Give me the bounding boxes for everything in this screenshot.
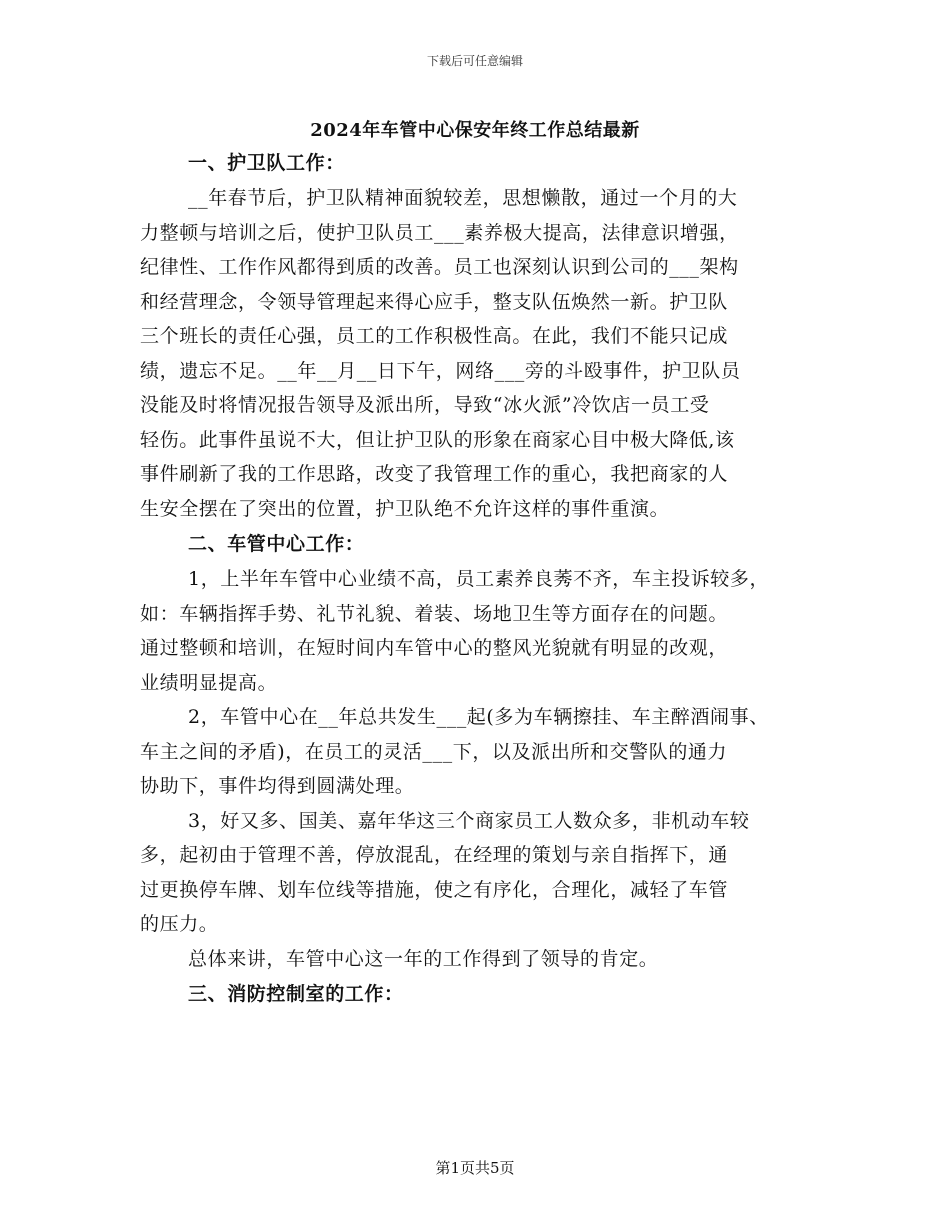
paragraph-line: 多，起初由于管理不善，停放混乱，在经理的策划与亲自指挥下，通 bbox=[140, 844, 729, 866]
paragraph-line: 生安全摆在了突出的位置，护卫队绝不允许这样的事件重演。 bbox=[140, 497, 670, 520]
header-note: 下载后可任意编辑 bbox=[426, 54, 523, 68]
paragraph-line: 纪律性、工作作风都得到质的改善。员工也深刻认识到公司的___架构 bbox=[140, 256, 739, 278]
paragraph-line: 车主之间的矛盾)，在员工的灵活___下，以及派出所和交警队的通力 bbox=[140, 740, 728, 763]
page-number: 第1页共5页 bbox=[435, 1159, 515, 1177]
paragraph-line: 的压力。 bbox=[140, 913, 219, 935]
paragraph-line: 三个班长的责任心强，员工的工作积极性高。在此，我们不能只记成 bbox=[140, 325, 729, 347]
document-body bbox=[140, 145, 820, 1012]
paragraph-line: 没能及时将情况报告领导及派出所，导致“冰火派”冷饮店一员工受 bbox=[140, 394, 710, 416]
paragraph-line: 1，上半年车管中心业绩不高，员工素养良莠不齐，车主投诉较多， bbox=[188, 568, 770, 590]
paragraph-line: 3，好又多、国美、嘉年华这三个商家员工人数众多，非机动车较 bbox=[188, 809, 750, 832]
paragraph-line: 业绩明显提高。 bbox=[140, 671, 278, 694]
paragraph-line: 总体来讲，车管中心这一年的工作得到了领导的肯定。 bbox=[188, 947, 659, 970]
section-heading-guard-team: 一、护卫队工作： bbox=[188, 152, 345, 174]
paragraph-line: 事件刷新了我的工作思路，改变了我管理工作的重心，我把商家的人 bbox=[140, 463, 729, 485]
paragraph-line: 通过整顿和培训，在短时间内车管中心的整风光貌就有明显的改观， bbox=[140, 637, 729, 659]
paragraph-line: 如：车辆指挥手势、礼节礼貌、着装、场地卫生等方面存在的问题。 bbox=[140, 602, 729, 625]
paragraph-line: 过更换停车牌、划车位线等措施，使之有序化，合理化，减轻了车管 bbox=[140, 878, 729, 901]
section-heading-vehicle-center: 二、车管中心工作： bbox=[188, 533, 365, 555]
paragraph-line: 力整顿与培训之后，使护卫队员工___素养极大提高，法律意识增强， bbox=[140, 221, 739, 244]
paragraph-line: 绩，遗忘不足。__年__月__日下午，网络___旁的斗殴事件，护卫队员 bbox=[140, 359, 741, 382]
section-heading-fire-control-room: 三、消防控制室的工作： bbox=[188, 983, 404, 1005]
paragraph-line: 2，车管中心在__年总共发生___起(多为车辆擦挂、车主醉酒闹事、 bbox=[188, 706, 769, 728]
paragraph-line: 和经营理念，令领导管理起来得心应手，整支队伍焕然一新。护卫队 bbox=[140, 290, 729, 313]
paragraph-line: 协助下，事件均得到圆满处理。 bbox=[140, 775, 415, 797]
document-title: 2024年车管中心保安年终工作总结最新 bbox=[310, 120, 640, 141]
paragraph-line: 轻伤。此事件虽说不大，但让护卫队的形象在商家心目中极大降低,该 bbox=[140, 428, 735, 451]
paragraph-line: __年春节后，护卫队精神面貌较差，思想懒散，通过一个月的大 bbox=[188, 187, 738, 209]
